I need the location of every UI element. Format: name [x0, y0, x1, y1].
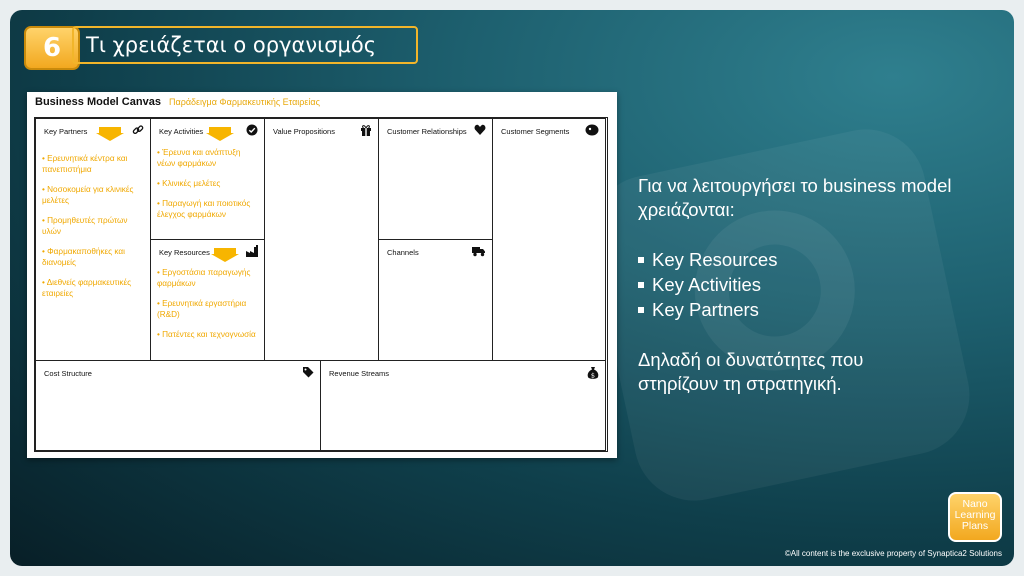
bullet-square-icon — [638, 282, 644, 288]
revenue-streams-cell — [320, 360, 606, 451]
logo-line: Learning — [954, 509, 996, 521]
svg-text:$: $ — [590, 371, 596, 380]
user-icon — [585, 124, 599, 136]
key-resources-list — [157, 267, 260, 349]
intro-text: Για να λειτουργήσει το business model χρειάζονται: — [638, 175, 952, 220]
conclusion-text: Δηλαδή οι δυνατότητες που στηρίζουν τη στρατηγική. — [638, 349, 864, 394]
key-partners-label: Key Partners — [44, 127, 88, 136]
factory-icon — [246, 245, 258, 257]
list-item: • Ερευνητικά κέντρα και πανεπιστήμια — [42, 154, 128, 174]
logo-line: Plans — [961, 520, 989, 532]
list-item: • Προμηθευτές πρώτων υλών — [42, 216, 128, 236]
revenue-streams-label: Revenue Streams — [329, 369, 390, 378]
bullet-item — [638, 298, 777, 322]
list-item: • Διεθνείς φαρμακευτικές εταιρείες — [42, 278, 132, 298]
bullet-square-icon — [638, 257, 644, 263]
list-item: • Νοσοκομεία για κλινικές μελέτες — [42, 185, 134, 205]
channels-label: Channels — [387, 248, 419, 257]
bullet-text: Key Partners — [652, 299, 759, 320]
nano-learning-plans-logo — [948, 492, 1002, 542]
key-resources-label: Key Resources — [159, 248, 210, 257]
slide-title: Τι χρειάζεται ο οργανισμός — [72, 26, 418, 64]
bullet-text: Key Activities — [652, 274, 761, 295]
bullet-square-icon — [638, 307, 644, 313]
heart-icon — [474, 124, 486, 136]
value-propositions-cell — [264, 118, 379, 361]
bullet-text: Key Resources — [652, 249, 778, 270]
customer-segments-cell — [492, 118, 606, 361]
list-item: • Φαρμακαποθήκες και διανομείς — [42, 247, 125, 267]
customer-relationships-cell — [378, 118, 493, 240]
canvas-grid — [34, 117, 608, 452]
bullet-item — [638, 248, 777, 272]
list-item: • Εργοστάσια παραγωγής φαρμάκων — [157, 268, 251, 288]
canvas-title: Business Model Canvas — [35, 96, 161, 108]
slide — [10, 10, 1014, 566]
cost-structure-cell — [35, 360, 321, 451]
link-icon — [132, 124, 144, 136]
tag-icon — [302, 366, 314, 378]
key-resources-cell — [150, 239, 265, 361]
bullet-list — [638, 248, 777, 322]
list-item: • Ερευνητικά εργαστήρια (R&D) — [157, 299, 247, 319]
cost-structure-label: Cost Structure — [44, 369, 92, 378]
bullet-item — [638, 273, 777, 297]
key-partners-cell — [35, 118, 151, 361]
canvas-subtitle: Παράδειγμα Φαρμακευτικής Εταιρείας — [169, 97, 320, 107]
business-model-canvas — [27, 92, 617, 458]
gift-icon — [360, 124, 372, 136]
list-item: • Παραγωγή και ποιοτικός έλεγχος φαρμάκων — [157, 199, 251, 219]
logo-line: Nano — [962, 498, 988, 510]
check-icon — [246, 124, 258, 136]
list-item: • Πατέντες και τεχνογνωσία — [157, 330, 256, 339]
customer-relationships-label: Customer Relationships — [387, 127, 467, 136]
customer-segments-label: Customer Segments — [501, 127, 570, 136]
key-activities-list — [157, 147, 260, 229]
channels-cell — [378, 239, 493, 361]
slide-number-badge: 6 — [24, 26, 80, 70]
truck-icon — [472, 245, 486, 257]
key-activities-cell — [150, 118, 265, 240]
list-item: • Κλινικές μελέτες — [157, 179, 221, 188]
money-bag-icon — [587, 366, 599, 378]
key-partners-list — [42, 153, 146, 308]
key-activities-label: Key Activities — [159, 127, 204, 136]
copyright-text: ©All content is the exclusive property of Synaptica2 Solutions — [784, 549, 1002, 558]
value-propositions-label: Value Propositions — [273, 127, 335, 136]
list-item: • Έρευνα και ανάπτυξη νέων φαρμάκων — [157, 148, 241, 168]
